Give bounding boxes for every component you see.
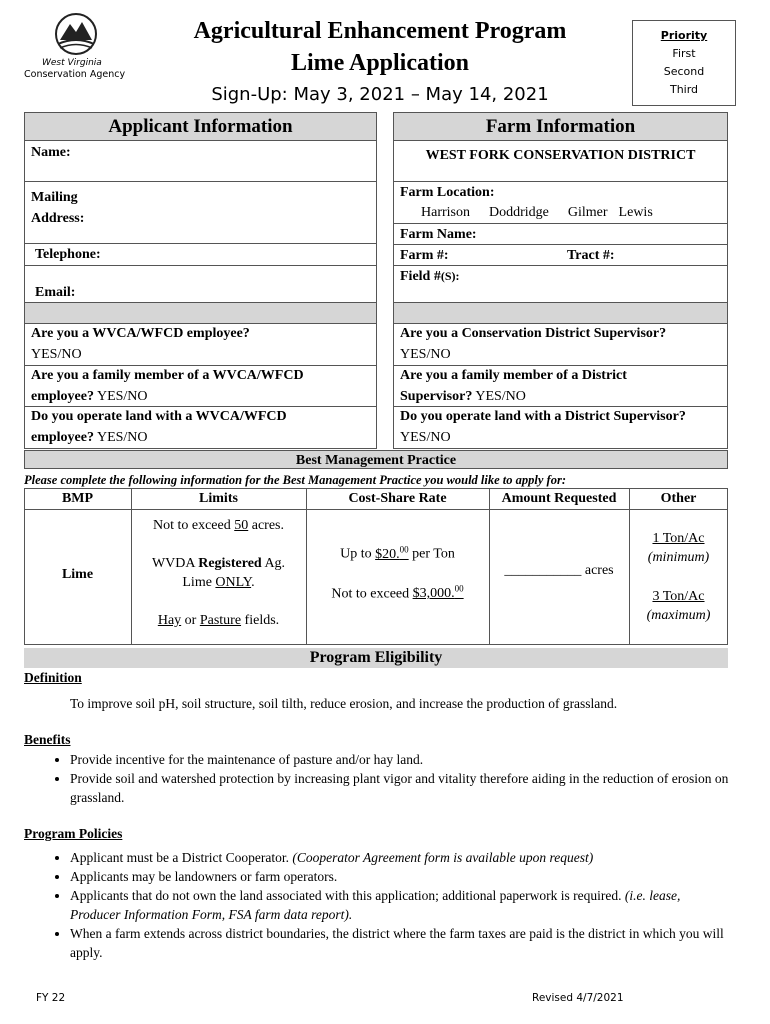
logo-line1: West Virginia [42, 58, 102, 68]
policy-item: • Applicants may be landowners or farm operators. [70, 867, 730, 886]
wvca-operate-question[interactable] [31, 406, 287, 448]
policy-item: • Applicants that do not own the land associated with this application; additional paperwork is required. (i.e. lease, Producer Information Form, FSA farm data report). [70, 886, 730, 924]
logo-line2: Conservation Agency [24, 69, 126, 80]
col-amount: Amount Requested [501, 491, 617, 506]
priority-third[interactable]: Third [669, 83, 699, 96]
eligibility-heading: Program Eligibility [24, 648, 728, 668]
q-text: Are you a family member of a WVCA/WFCD [31, 368, 304, 383]
q-text-2: employee? [31, 389, 94, 404]
q-text-2: employee? [31, 430, 94, 445]
yes-no[interactable]: YES/NO [400, 347, 451, 362]
mailing-label-2: Address: [31, 211, 85, 226]
farm-name-field[interactable]: Farm Name: [400, 227, 477, 242]
supervisor-operate-question[interactable] [400, 406, 686, 448]
definition-text: To improve soil pH, soil structure, soil tilth, reduce erosion, and increase the production of grassland. [70, 696, 618, 711]
q-text: Are you a family member of a District [400, 368, 627, 383]
field-number-field[interactable] [400, 266, 460, 287]
supervisor-family-question[interactable] [400, 365, 627, 407]
col-limits: Limits [199, 491, 238, 506]
bmp-lime: Lime [61, 567, 94, 582]
yes-no[interactable]: YES/NO [31, 347, 82, 362]
page-title: Agricultural Enhancement Program [193, 18, 567, 44]
other-max-note: (maximum) [646, 608, 711, 623]
wvca-employee-question[interactable] [31, 323, 250, 365]
page-subtitle: Lime Application [290, 50, 470, 76]
policies-title: Program Policies [24, 826, 123, 841]
limit-acres: Not to exceed 50 acres. [152, 518, 284, 533]
col-cost-share: Cost-Share Rate [348, 491, 447, 506]
policy-item: • Applicant must be a District Cooperator. (Cooperator Agreement form is available upon request) [70, 848, 730, 867]
policies-list [26, 848, 730, 962]
col-bmp: BMP [61, 491, 94, 506]
county-lewis[interactable]: Lewis [618, 205, 653, 220]
applicant-separator [25, 302, 376, 324]
amount-blank[interactable]: ___________ [504, 563, 582, 578]
field-label: Field # [400, 269, 441, 284]
rate-max: Not to exceed $3,000.00 [331, 583, 464, 602]
name-field[interactable]: Name: [31, 145, 71, 160]
county-harrison[interactable]: Harrison [421, 205, 470, 220]
q-text: Do you operate land with a District Supervisor? [400, 409, 686, 424]
amount-unit: acres [584, 563, 614, 578]
priority-first[interactable]: First [672, 47, 696, 60]
col-other: Other [660, 491, 697, 506]
district-name: WEST FORK CONSERVATION DISTRICT [425, 148, 696, 163]
field-suffix: (S): [440, 269, 460, 283]
farm-heading: Farm Information [394, 113, 727, 141]
agency-logo [22, 8, 132, 83]
rate-per-ton: Up to $20.00 per Ton [340, 544, 455, 562]
other-max: 3 Ton/Ac [652, 589, 705, 604]
definition-title: Definition [24, 670, 82, 685]
other-cell [629, 529, 728, 625]
limit-fields: Hay or Pasture fields. [157, 613, 280, 628]
limits-cell [131, 516, 306, 630]
benefits-list [26, 750, 730, 807]
benefit-item: • Provide incentive for the maintenance of pasture and/or hay land. [70, 750, 730, 769]
mailing-address-field[interactable] [31, 187, 84, 229]
q-text: Are you a Conservation District Supervisor? [400, 326, 667, 341]
bmp-heading: Best Management Practice [24, 450, 728, 469]
amount-requested-input[interactable] [489, 563, 629, 579]
mailing-label-1: Mailing [31, 190, 78, 205]
farm-location-label: Farm Location: [400, 185, 495, 200]
other-min: 1 Ton/Ac [652, 531, 705, 546]
bmp-instruction: Please complete the following information for the Best Management Practice you would like to apply for: [24, 473, 566, 487]
farm-number-field[interactable]: Farm #: [400, 248, 449, 263]
email-field[interactable]: Email: [35, 285, 76, 300]
benefit-item: • Provide soil and watershed protection by increasing plant vigor and vitality therefore aiding in the reduction of erosion on grassland. [70, 769, 730, 807]
q-text-2: Supervisor? [400, 389, 473, 404]
county-doddridge[interactable]: Doddridge [489, 205, 549, 220]
benefits-title: Benefits [24, 732, 71, 747]
priority-second[interactable]: Second [663, 65, 705, 78]
other-min-note: (minimum) [647, 550, 710, 565]
wvca-family-question[interactable] [31, 365, 304, 407]
tract-number-field[interactable]: Tract #: [567, 248, 615, 263]
footer-fiscal-year: FY 22 [36, 992, 66, 1004]
priority-label: Priority [660, 29, 708, 42]
supervisor-question[interactable] [400, 323, 666, 365]
signup-dates: Sign-Up: May 3, 2021 – May 14, 2021 [211, 84, 549, 105]
applicant-heading: Applicant Information [25, 113, 376, 141]
footer-revised: Revised 4/7/2021 [532, 992, 624, 1004]
policy-item: • When a farm extends across district boundaries, the district where the farm taxes are paid is the district in which you will apply. [70, 924, 730, 962]
yes-no[interactable]: YES/NO [475, 389, 526, 404]
yes-no[interactable]: YES/NO [400, 430, 451, 445]
q-text: Are you a WVCA/WFCD employee? [31, 326, 250, 341]
limit-registered: WVDA Registered Ag. [151, 556, 286, 571]
county-gilmer[interactable]: Gilmer [567, 205, 608, 220]
priority-box [632, 20, 736, 106]
yes-no[interactable]: YES/NO [96, 389, 148, 404]
cost-share-cell [306, 540, 489, 603]
mountain-seal-icon [22, 8, 132, 60]
telephone-field[interactable]: Telephone: [35, 247, 101, 262]
limit-lime-only: Lime ONLY. [182, 575, 255, 590]
q-text: Do you operate land with a WVCA/WFCD [31, 409, 287, 424]
county-options [421, 202, 653, 223]
yes-no[interactable]: YES/NO [96, 430, 148, 445]
farm-separator [394, 302, 727, 324]
